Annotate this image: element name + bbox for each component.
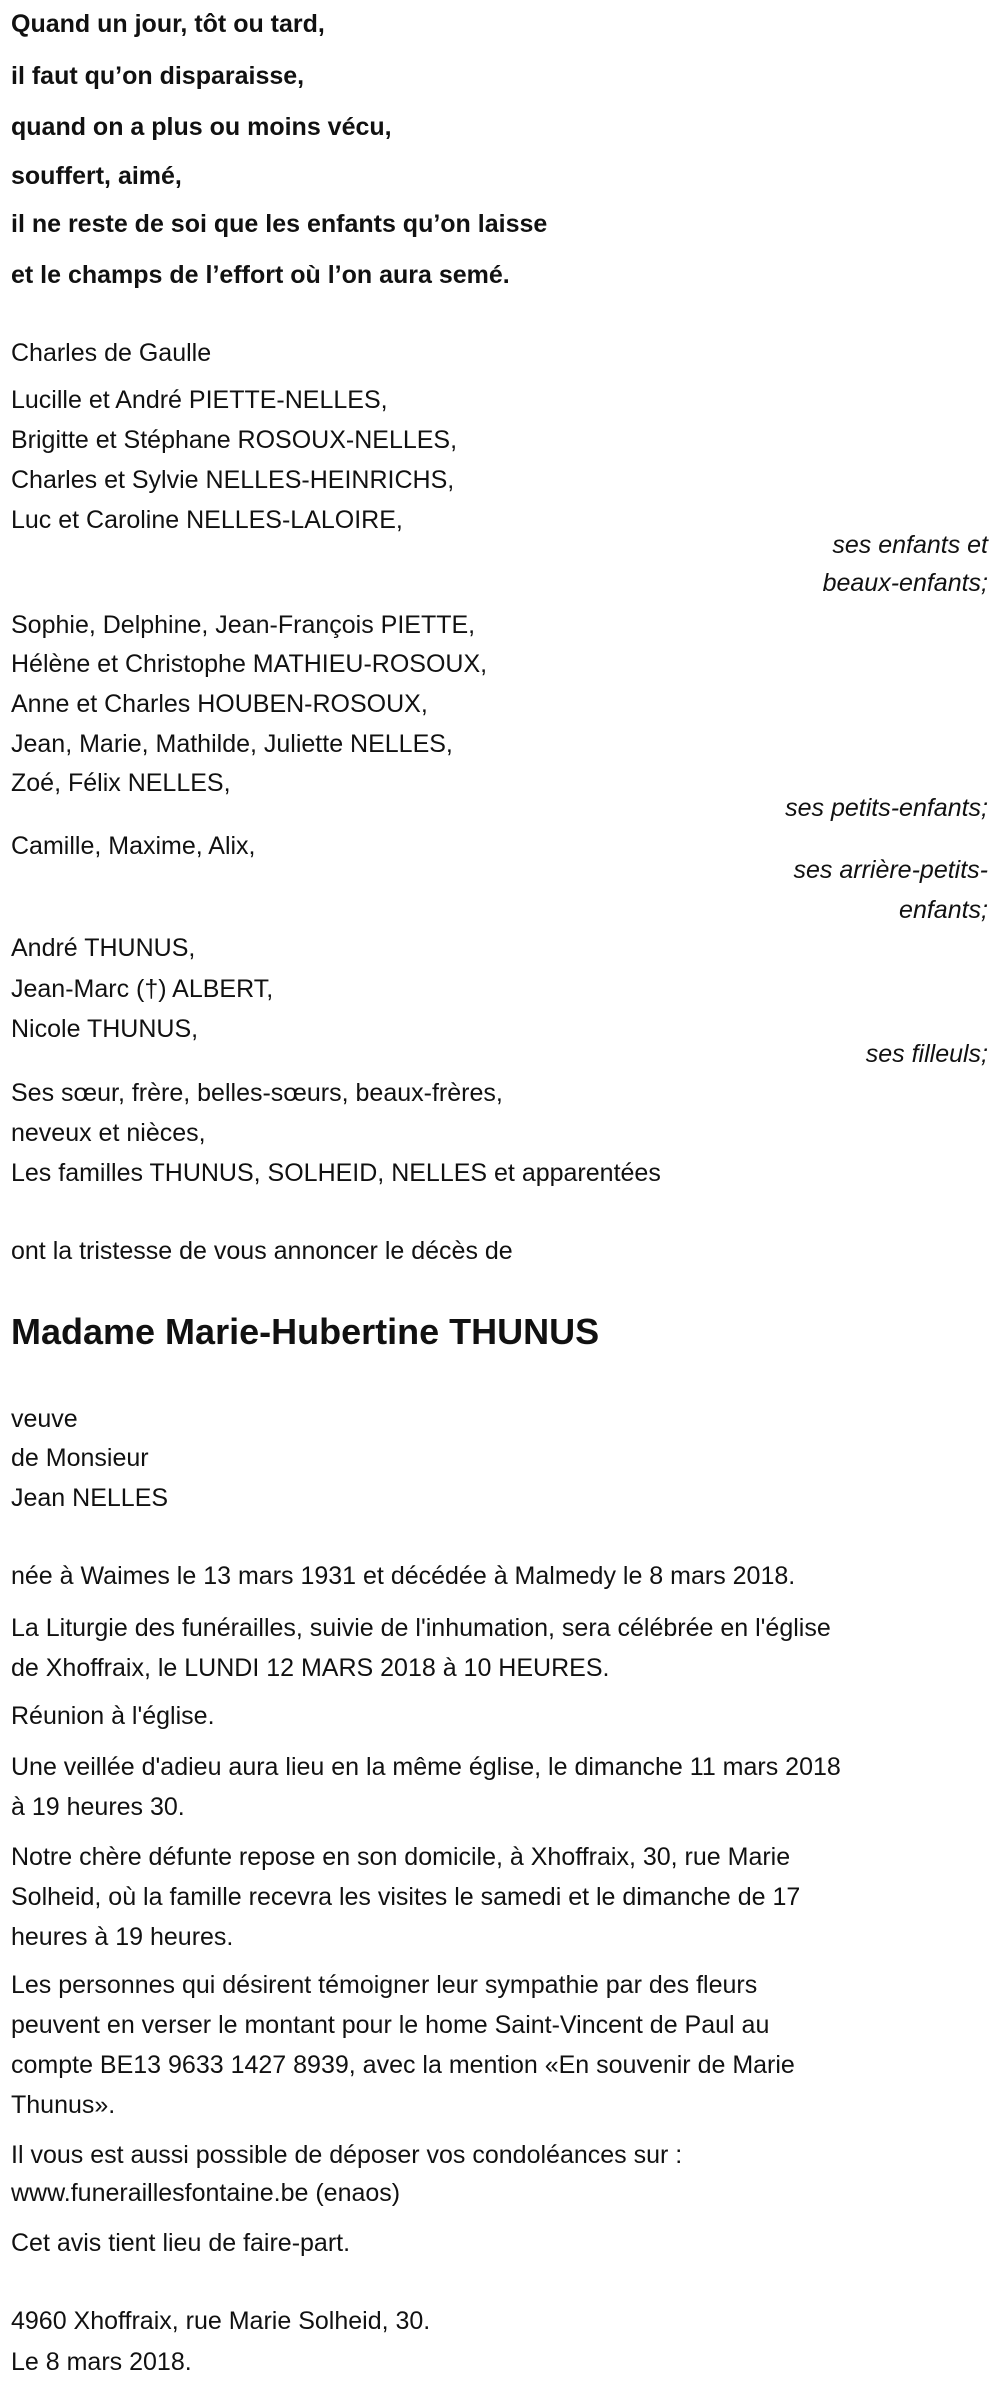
great-grandchildren-line: Camille, Maxime, Alix, (11, 832, 256, 860)
detail-line: compte BE13 9633 1427 8939, avec la mention «En souvenir de Marie (11, 2051, 795, 2079)
poem-line: souffert, aimé, (11, 162, 182, 190)
detail-line: Notre chère défunte repose en son domicile, à Xhoffraix, 30, rue Marie (11, 1843, 791, 1871)
detail-line: de Xhoffraix, le LUNDI 12 MARS 2018 à 10 HEURES. (11, 1654, 610, 1682)
relation-label: enfants; (899, 896, 988, 924)
children-line: Charles et Sylvie NELLES-HEINRICHS, (11, 466, 455, 494)
detail-line: née à Waimes le 13 mars 1931 et décédée à Malmedy le 8 mars 2018. (11, 1562, 796, 1590)
poem-line: Quand un jour, tôt ou tard, (11, 10, 325, 38)
others-line: Ses sœur, frère, belles-sœurs, beaux-frères, (11, 1079, 503, 1107)
poem-line: il ne reste de soi que les enfants qu’on laisse (11, 210, 548, 238)
relation-label: ses petits-enfants; (785, 794, 988, 822)
widow-line: Jean NELLES (11, 1484, 169, 1512)
children-line: Lucille et André PIETTE-NELLES, (11, 386, 388, 414)
address: 4960 Xhoffraix, rue Marie Solheid, 30. (11, 2307, 431, 2335)
detail-line: heures à 19 heures. (11, 1923, 234, 1951)
deceased-name: Madame Marie-Hubertine THUNUS (11, 1311, 600, 1352)
widow-line: veuve (11, 1405, 78, 1433)
detail-line: Cet avis tient lieu de faire-part. (11, 2229, 351, 2257)
detail-line: Une veillée d'adieu aura lieu en la même église, le dimanche 11 mars 2018 (11, 1753, 841, 1781)
condolences-website-link[interactable]: www.funeraillesfontaine.be (enaos) (11, 2179, 401, 2207)
children-line: Luc et Caroline NELLES-LALOIRE, (11, 506, 403, 534)
widow-line: de Monsieur (11, 1444, 149, 1472)
detail-line: peuvent en verser le montant pour le home Saint-Vincent de Paul au (11, 2011, 770, 2039)
detail-line: Solheid, où la famille recevra les visites le samedi et le dimanche de 17 (11, 1883, 801, 1911)
grandchildren-line: Anne et Charles HOUBEN-ROSOUX, (11, 690, 428, 718)
godchildren-line: André THUNUS, (11, 934, 196, 962)
detail-line: Thunus». (11, 2091, 116, 2119)
poem-line: quand on a plus ou moins vécu, (11, 113, 392, 141)
family-head: Charles de Gaulle (11, 339, 212, 367)
grandchildren-line: Sophie, Delphine, Jean-François PIETTE, (11, 611, 476, 639)
relation-label: ses filleuls; (865, 1040, 988, 1068)
relation-label: ses arrière-petits- (793, 856, 988, 884)
grandchildren-line: Jean, Marie, Mathilde, Juliette NELLES, (11, 730, 453, 758)
detail-line: La Liturgie des funérailles, suivie de l'inhumation, sera célébrée en l'église (11, 1614, 831, 1642)
detail-line: à 19 heures 30. (11, 1793, 185, 1821)
relation-label: beaux-enfants; (822, 569, 988, 597)
poem-line: et le champs de l’effort où l’on aura semé. (11, 261, 510, 289)
grandchildren-line: Hélène et Christophe MATHIEU-ROSOUX, (11, 650, 488, 678)
godchildren-line: Jean-Marc (†) ALBERT, (11, 975, 274, 1003)
announcement: ont la tristesse de vous annoncer le décès de (11, 1237, 513, 1265)
detail-line: Les personnes qui désirent témoigner leur sympathie par des fleurs (11, 1971, 758, 1999)
relation-label: ses enfants et (832, 531, 988, 559)
detail-line: Il vous est aussi possible de déposer vos condoléances sur : (11, 2141, 683, 2169)
godchildren-line: Nicole THUNUS, (11, 1015, 199, 1043)
notice-date: Le 8 mars 2018. (11, 2348, 192, 2376)
children-line: Brigitte et Stéphane ROSOUX-NELLES, (11, 426, 458, 454)
poem-line: il faut qu’on disparaisse, (11, 62, 305, 90)
others-line: Les familles THUNUS, SOLHEID, NELLES et apparentées (11, 1159, 661, 1187)
grandchildren-line: Zoé, Félix NELLES, (11, 769, 231, 797)
detail-line: Réunion à l'église. (11, 1702, 215, 1730)
others-line: neveux et nièces, (11, 1119, 206, 1147)
